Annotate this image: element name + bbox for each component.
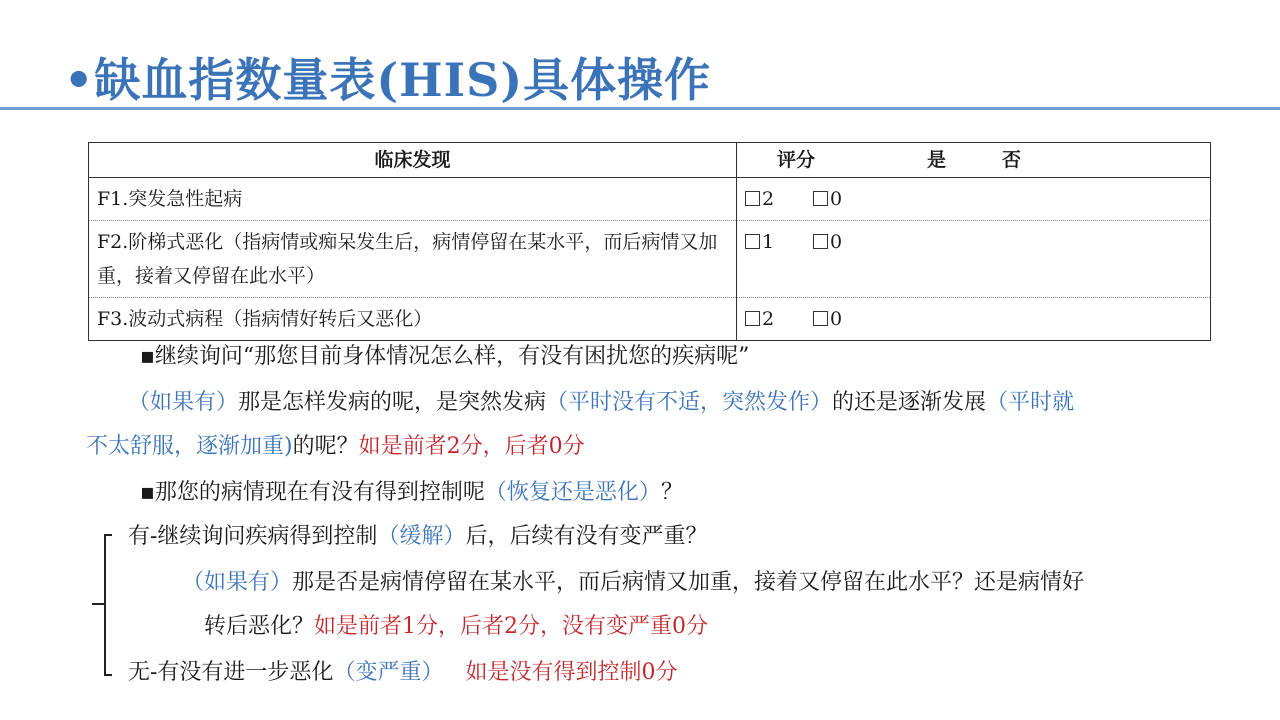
- header-score: 评分: [777, 149, 816, 171]
- slide-title: •缺血指数量表(HIS)具体操作: [64, 53, 712, 107]
- line8-note: （变严重）: [333, 660, 444, 685]
- bracket: [104, 534, 106, 676]
- row-f1-options: [737, 178, 1211, 221]
- table-row: [89, 221, 1211, 298]
- line3-scoring: 如是前者2分，后者0分: [358, 434, 585, 459]
- line3-question: 的呢？: [292, 434, 359, 459]
- table-row: [89, 178, 1211, 221]
- row-f2-yes[interactable]: [745, 225, 813, 259]
- bracket-top: [104, 534, 112, 536]
- line7-question: 转后恶化？: [204, 614, 315, 639]
- row-f3-finding: F3.波动式病程（指病情好转后又恶化）: [89, 298, 737, 341]
- title-divider: [0, 107, 1280, 110]
- header-score-group: [737, 143, 1211, 178]
- row-f2-finding: F2.阶梯式恶化（指病情或痴呆发生后，病情停留在某水平，而后病情又加重，接着又停留在此水平）: [89, 221, 737, 298]
- row-f3-yes-score: 2: [762, 308, 775, 330]
- row-f3-no-score: 0: [830, 308, 843, 330]
- checkbox-icon: [813, 311, 828, 326]
- header-no: 否: [1002, 149, 1022, 171]
- line5-yes-branch: 有-继续询问疾病得到控制: [128, 524, 378, 549]
- row-f1-no-score: 0: [830, 188, 843, 210]
- line4-qmark: ？: [660, 480, 683, 505]
- line2-sudden-note: （平时没有不适，突然发作）: [546, 390, 833, 415]
- body-line-7: [204, 610, 708, 644]
- body-line-3: [86, 430, 585, 464]
- header-finding: 临床发现: [89, 143, 737, 178]
- his-table: [88, 142, 1211, 341]
- line2-gradual: 的还是逐渐发展: [832, 390, 987, 415]
- line5-question: 后，后续有没有变严重？: [465, 524, 708, 549]
- body-line-8: [128, 656, 677, 690]
- line8-scoring: 如是没有得到控制0分: [465, 660, 678, 685]
- body-line-5: [128, 520, 707, 554]
- line6-question: 那是否是病情停留在某水平，而后病情又加重，接着又停留在此水平？还是病情好: [292, 570, 1085, 595]
- line2-if-yes: （如果有）: [128, 390, 239, 415]
- body-line-2: [128, 386, 1074, 420]
- line3-note: 不太舒服，逐渐加重): [86, 434, 293, 459]
- checkbox-icon: [813, 191, 828, 206]
- row-f3-no[interactable]: [813, 302, 881, 336]
- line2-question: 那是怎样发病的呢，是突然发病: [238, 390, 547, 415]
- line4-note: （恢复还是恶化）: [484, 480, 661, 505]
- table-header-row: [89, 143, 1211, 178]
- line6-if-yes: （如果有）: [182, 570, 293, 595]
- body-line-1: ▪继续询问“那您目前身体情况怎么样，有没有困扰您的疾病呢”: [140, 344, 750, 369]
- checkbox-icon: [745, 311, 760, 326]
- line8-no-branch: 无-有没有进一步恶化: [128, 660, 334, 685]
- row-f3-options: [737, 298, 1211, 341]
- bracket-middle: [92, 603, 106, 605]
- header-yes: 是: [927, 149, 947, 171]
- row-f2-yes-score: 1: [762, 231, 775, 253]
- body-line-4: [140, 476, 683, 510]
- bracket-bottom: [104, 674, 112, 676]
- line2-gradual-note: （平时就: [986, 390, 1075, 415]
- line7-scoring: 如是前者1分，后者2分，没有变严重0分: [314, 614, 709, 639]
- table-row: [89, 298, 1211, 341]
- row-f1-yes-score: 2: [762, 188, 775, 210]
- row-f3-yes[interactable]: [745, 302, 813, 336]
- checkbox-icon: [813, 234, 828, 249]
- row-f1-finding: F1.突发急性起病: [89, 178, 737, 221]
- row-f2-options: [737, 221, 1211, 298]
- row-f1-yes[interactable]: [745, 182, 813, 216]
- body-line-6: [182, 566, 1084, 600]
- row-f2-no-score: 0: [830, 231, 843, 253]
- checkbox-icon: [745, 191, 760, 206]
- row-f1-no[interactable]: [813, 182, 881, 216]
- line5-note: （缓解）: [377, 524, 466, 549]
- row-f2-no[interactable]: [813, 225, 881, 259]
- line4-question: ▪那您的病情现在有没有得到控制呢: [140, 480, 485, 505]
- checkbox-icon: [745, 234, 760, 249]
